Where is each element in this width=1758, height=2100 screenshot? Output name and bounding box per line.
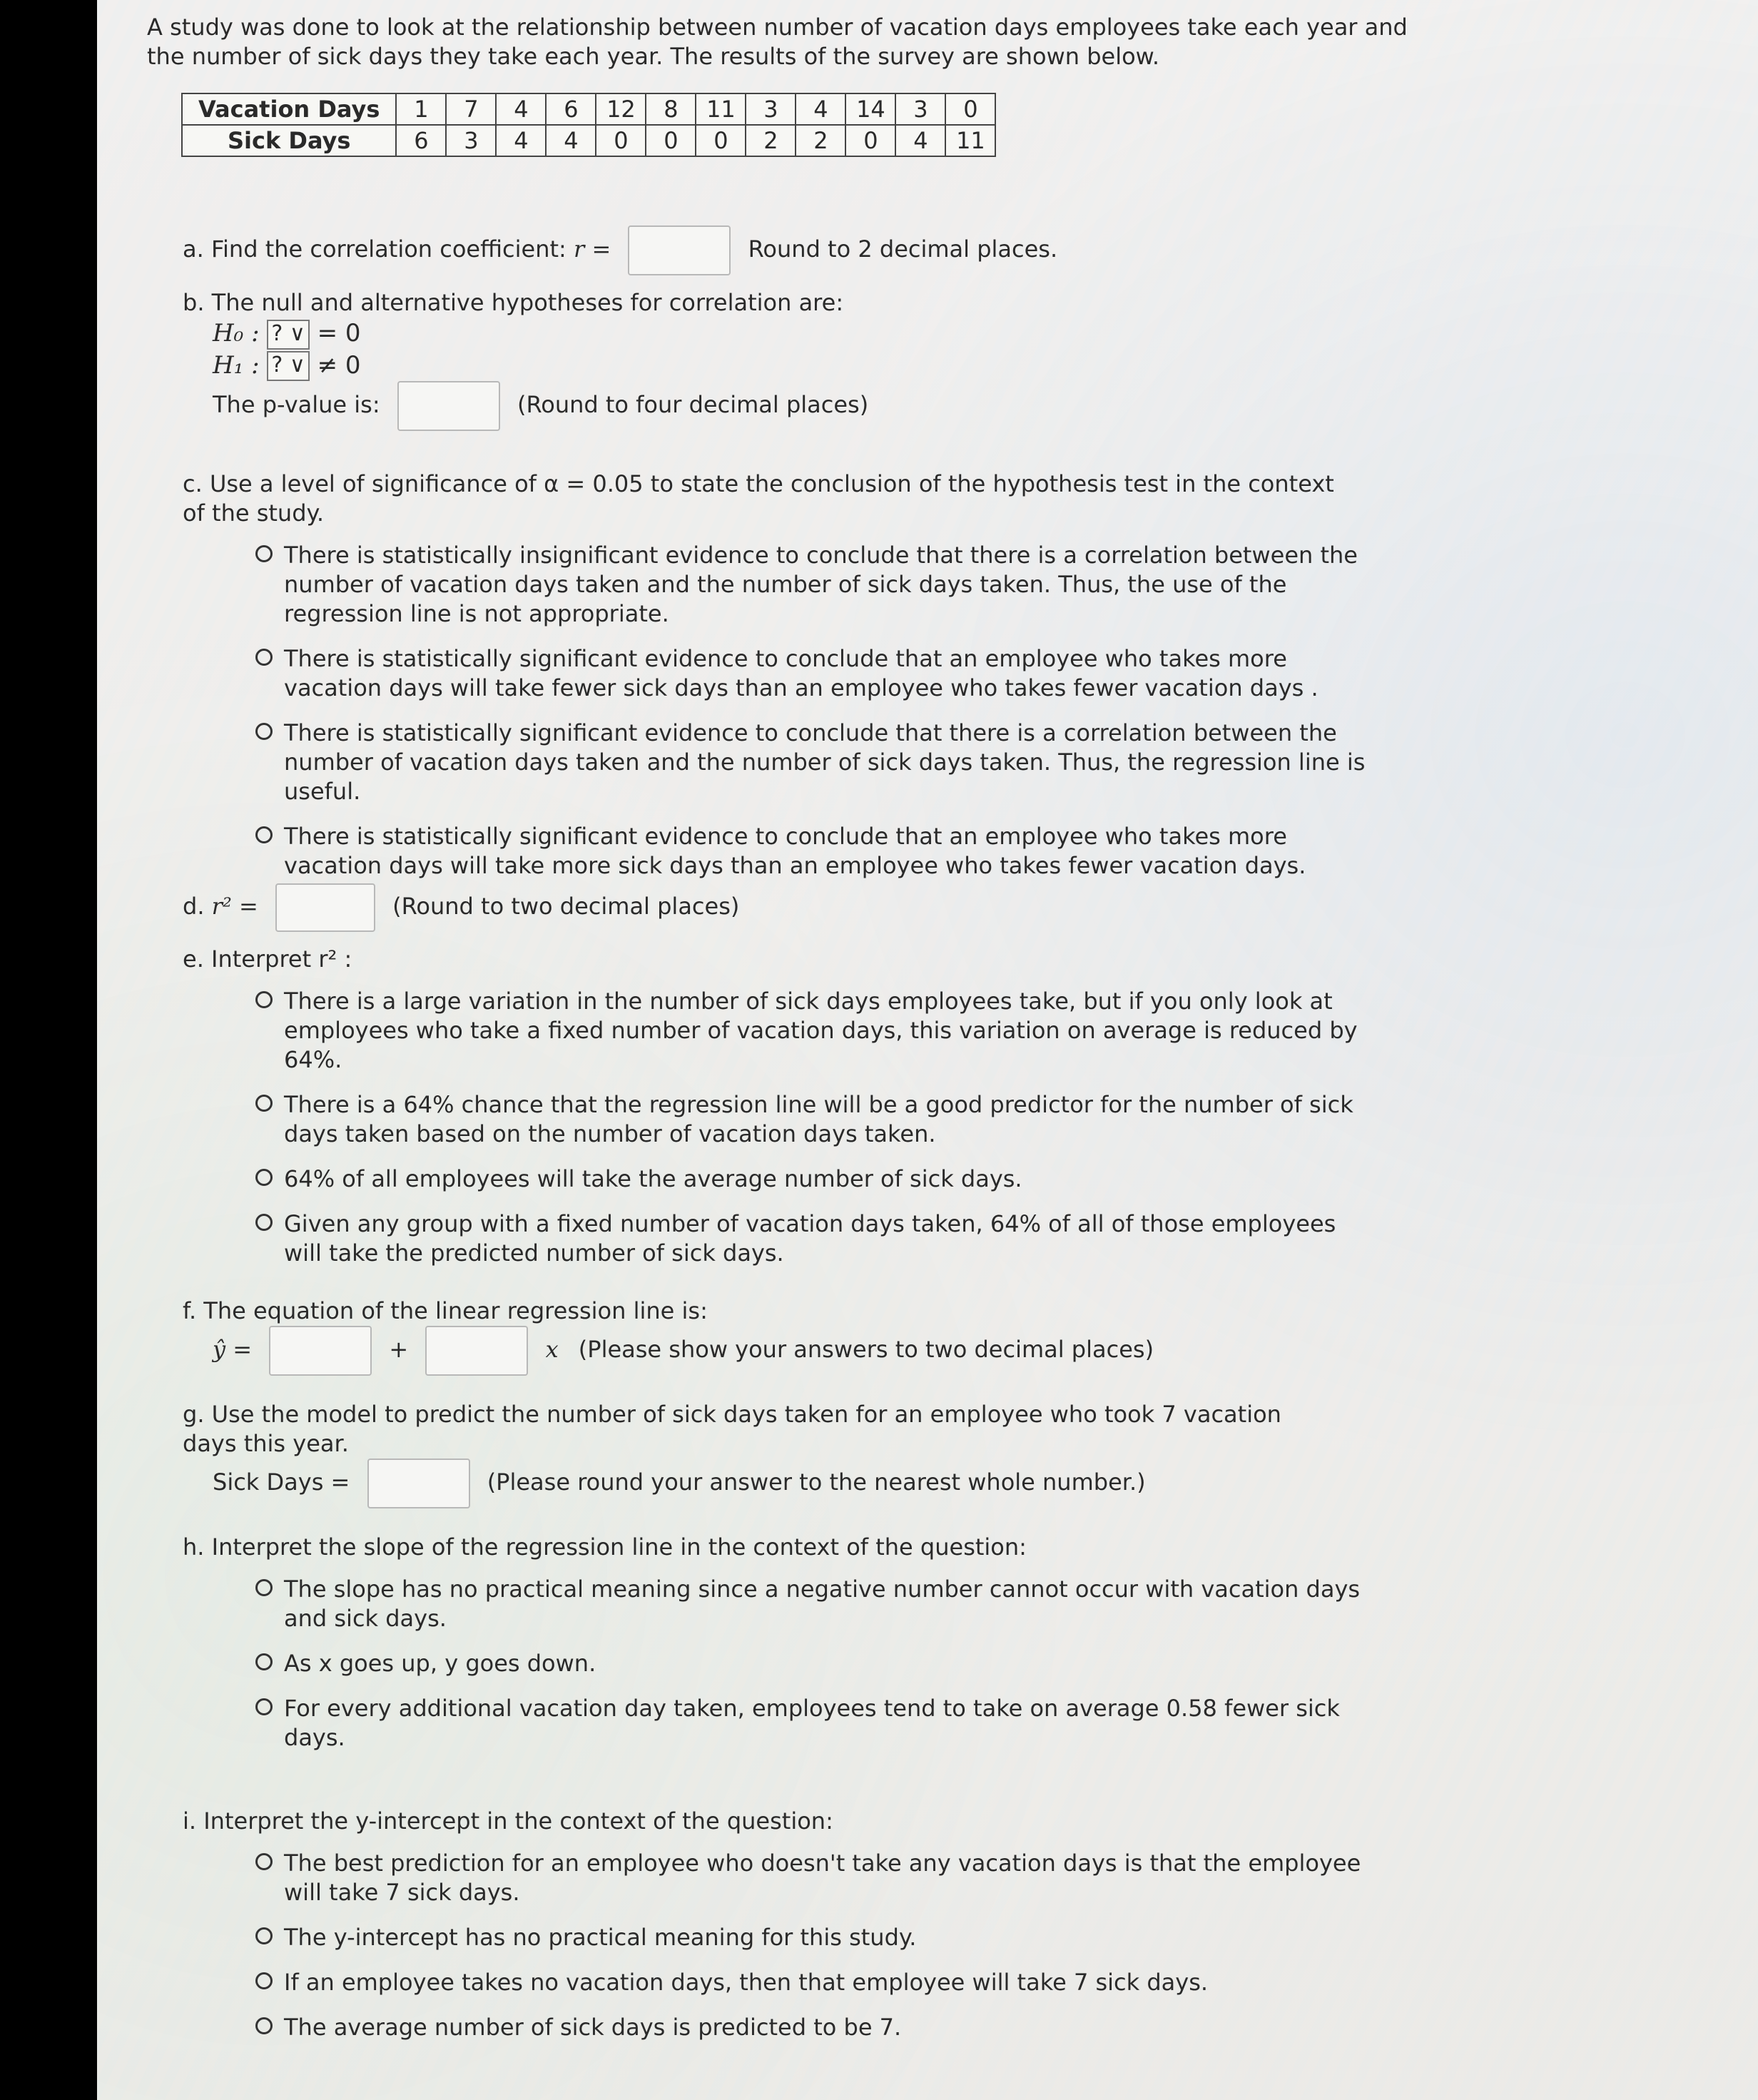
part-d-label: d. [183, 893, 205, 920]
slope-input[interactable] [425, 1326, 528, 1376]
part-h [183, 1533, 1717, 1752]
radio-button[interactable] [255, 1214, 273, 1231]
table-cell: 2 [746, 125, 796, 156]
table-cell: 7 [446, 93, 496, 125]
radio-button[interactable] [255, 1653, 273, 1670]
table-cell: 0 [696, 125, 746, 156]
pvalue-label: The p-value is: [213, 391, 380, 418]
table-cell: 0 [845, 125, 895, 156]
table-cell: 11 [945, 125, 995, 156]
problem-intro: A study was done to look at the relationship between number of vacation days employees take each year and the number of sick days they take each year. The results of the survey are shown below. [147, 14, 1408, 70]
plus-sign: + [389, 1336, 409, 1363]
sick-days-label: Sick Days = [213, 1469, 350, 1496]
table-cell: 4 [546, 125, 596, 156]
data-table [181, 93, 996, 157]
pvalue-row [213, 381, 1717, 431]
alternative-hypothesis [213, 350, 1717, 382]
intercept-option[interactable] [255, 2013, 1368, 2042]
part-a [183, 225, 1717, 275]
slope-option[interactable] [255, 1575, 1368, 1633]
intercept-option[interactable] [255, 1968, 1368, 1997]
option-text: The best prediction for an employee who doesn't take any vacation days is that the employee will take 7 sick days. [284, 1850, 1361, 1906]
r-symbol: r = [574, 235, 611, 263]
h0-symbol: H₀ : [213, 319, 260, 348]
interpretation-option[interactable] [255, 1209, 1368, 1268]
null-hypothesis [213, 318, 1717, 350]
option-text: As x goes up, y goes down. [284, 1650, 596, 1677]
pvalue-input[interactable] [397, 381, 500, 431]
h0-parameter-select[interactable]: ? ∨ [267, 320, 309, 350]
part-c-label: c. Use a level of significance of α = 0.05 to state the conclusion of the hypothesis test in the context of the study. [183, 470, 1334, 527]
part-h-options [255, 1575, 1717, 1752]
prediction-input[interactable] [367, 1459, 470, 1508]
row-label-sick: Sick Days [182, 125, 396, 156]
table-cell: 4 [496, 93, 546, 125]
regression-equation [213, 1326, 1717, 1376]
option-text: The y-intercept has no practical meaning for this study. [284, 1924, 917, 1951]
intercept-option[interactable] [255, 1849, 1368, 1907]
h1-tail: ≠ 0 [317, 350, 361, 380]
interpretation-option[interactable] [255, 1165, 1368, 1194]
interpretation-option[interactable] [255, 1090, 1368, 1149]
screen [97, 0, 1758, 2100]
option-text: There is statistically significant evidence to conclude that an employee who takes more vacation days will take more sick days than an employee who takes fewer vacation days. [284, 823, 1306, 879]
table-cell: 2 [796, 125, 845, 156]
x-symbol: x [545, 1336, 559, 1363]
option-text: There is statistically significant evidence to conclude that an employee who takes more vacation days will take fewer sick days than an employee who takes fewer vacation days . [284, 645, 1318, 701]
radio-button[interactable] [255, 2017, 273, 2034]
part-g-note: (Please round your answer to the nearest whole number.) [487, 1469, 1146, 1496]
radio-button[interactable] [255, 723, 273, 740]
radio-button[interactable] [255, 1095, 273, 1112]
table-cell: 0 [646, 125, 696, 156]
correlation-input[interactable] [628, 225, 731, 275]
conclusion-option[interactable] [255, 541, 1368, 629]
table-cell: 11 [696, 93, 746, 125]
part-d [183, 883, 1717, 932]
radio-button[interactable] [255, 1972, 273, 1989]
table-cell: 4 [796, 93, 845, 125]
table-row [182, 125, 995, 156]
conclusion-option[interactable] [255, 719, 1368, 806]
part-i-options [255, 1849, 1717, 2042]
option-text: There is a large variation in the number of sick days employees take, but if you only look at employees who take a fixed number of vacation days, this variation on average is reduced by 64%. [284, 988, 1358, 1073]
table-cell: 6 [546, 93, 596, 125]
conclusion-option[interactable] [255, 822, 1368, 881]
table-cell: 3 [746, 93, 796, 125]
table-cell: 8 [646, 93, 696, 125]
part-d-note: (Round to two decimal places) [392, 893, 740, 920]
conclusion-option[interactable] [255, 644, 1368, 703]
option-text: The slope has no practical meaning since a negative number cannot occur with vacation days and sick days. [284, 1576, 1361, 1632]
option-text: Given any group with a fixed number of vacation days taken, 64% of all of those employees will take the predicted number of sick days. [284, 1210, 1336, 1267]
table-cell: 12 [596, 93, 646, 125]
table-cell: 4 [496, 125, 546, 156]
slope-option[interactable] [255, 1649, 1368, 1678]
part-g [183, 1400, 1717, 1508]
row-label-vacation: Vacation Days [182, 93, 396, 125]
option-text: There is statistically significant evidence to conclude that there is a correlation between the number of vacation days taken and the number of sick days taken. Thus, the regression line is useful. [284, 719, 1366, 805]
part-f-label: f. The equation of the linear regression line is: [183, 1297, 708, 1324]
yhat-symbol: ŷ = [213, 1336, 253, 1363]
part-c [183, 470, 1717, 881]
option-text: If an employee takes no vacation days, then that employee will take 7 sick days. [284, 1969, 1209, 1996]
option-text: The average number of sick days is predicted to be 7. [284, 2014, 902, 2041]
intercept-option[interactable] [255, 1923, 1368, 1952]
table-cell: 14 [845, 93, 895, 125]
part-i [183, 1807, 1717, 2042]
radio-button[interactable] [255, 1927, 273, 1944]
radio-button[interactable] [255, 1853, 273, 1870]
question-content [147, 13, 1717, 2058]
part-i-label: i. Interpret the y-intercept in the context of the question: [183, 1807, 833, 1835]
table-cell: 0 [596, 125, 646, 156]
radio-button[interactable] [255, 991, 273, 1008]
part-c-options [255, 541, 1717, 881]
part-e-options [255, 987, 1717, 1268]
prediction-row [213, 1459, 1717, 1508]
r-squared-symbol: r² = [211, 893, 258, 920]
part-f [183, 1297, 1717, 1376]
h1-parameter-select[interactable]: ? ∨ [267, 351, 309, 381]
slope-option[interactable] [255, 1694, 1368, 1752]
radio-button[interactable] [255, 1579, 273, 1596]
part-a-note: Round to 2 decimal places. [748, 235, 1058, 263]
table-cell: 1 [396, 93, 446, 125]
table-cell: 3 [446, 125, 496, 156]
radio-button[interactable] [255, 545, 273, 562]
part-a-label: a. Find the correlation coefficient: [183, 235, 566, 263]
table-cell: 4 [895, 125, 945, 156]
pvalue-note: (Round to four decimal places) [517, 391, 869, 418]
table-cell: 0 [945, 93, 995, 125]
option-text: There is a 64% chance that the regression line will be a good predictor for the number of sick days taken based on the number of vacation days taken. [284, 1091, 1353, 1147]
option-text: For every additional vacation day taken, employees tend to take on average 0.58 fewer sick days. [284, 1695, 1340, 1751]
option-text: There is statistically insignificant evidence to conclude that there is a correlation between the number of vacation days taken and the number of sick days taken. Thus, the use of the regression line is not appropriate. [284, 542, 1358, 627]
part-h-label: h. Interpret the slope of the regression line in the context of the question: [183, 1533, 1027, 1561]
radio-button[interactable] [255, 826, 273, 843]
part-b [183, 288, 1717, 431]
intercept-input[interactable] [269, 1326, 372, 1376]
part-b-label: b. The null and alternative hypotheses for correlation are: [183, 289, 844, 316]
part-e [183, 945, 1717, 1268]
h1-symbol: H₁ : [213, 350, 260, 380]
radio-button[interactable] [255, 1169, 273, 1186]
table-cell: 6 [396, 125, 446, 156]
option-text: 64% of all employees will take the average number of sick days. [284, 1165, 1022, 1192]
part-f-note: (Please show your answers to two decimal places) [578, 1336, 1154, 1363]
part-e-label: e. Interpret r² : [183, 945, 352, 973]
table-cell: 3 [895, 93, 945, 125]
part-g-label: g. Use the model to predict the number of sick days taken for an employee who took 7 vacation days this year. [183, 1401, 1281, 1457]
radio-button[interactable] [255, 1698, 273, 1715]
radio-button[interactable] [255, 649, 273, 666]
interpretation-option[interactable] [255, 987, 1368, 1075]
h0-tail: = 0 [317, 319, 361, 348]
table-row [182, 93, 995, 125]
r-squared-input[interactable] [275, 883, 375, 932]
